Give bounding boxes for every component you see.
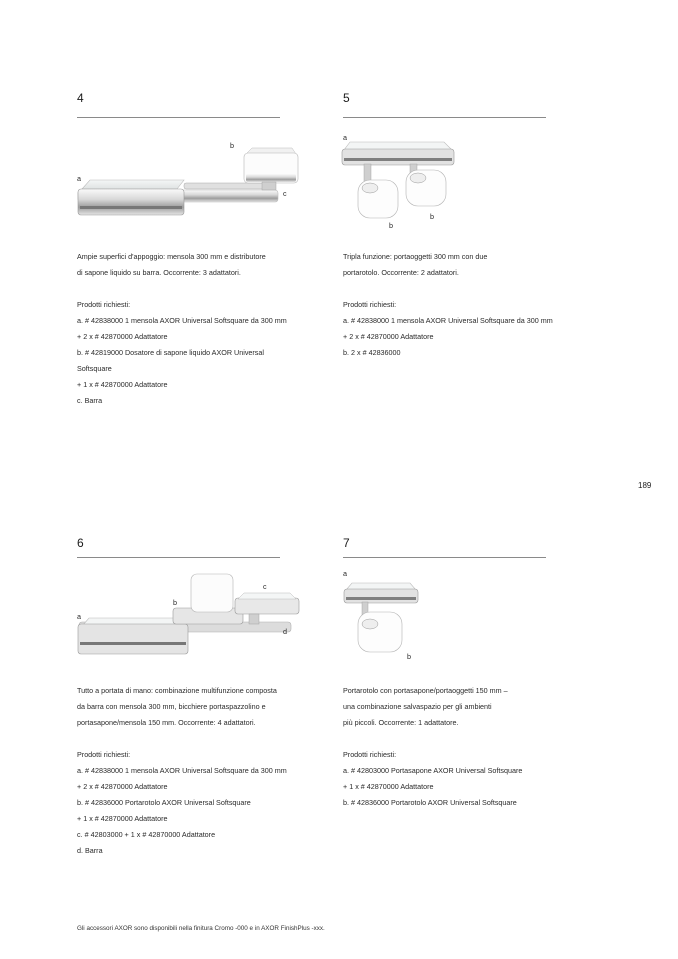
label-a: a — [343, 569, 347, 578]
product-line: + 2 x # 42870000 Adattatore — [77, 332, 168, 341]
description-line: più piccoli. Occorrente: 1 adattatore. — [343, 718, 459, 727]
product-line: c. # 42803000 + 1 x # 42870000 Adattatore — [77, 830, 216, 839]
label-b: b — [173, 598, 177, 607]
section-4-divider — [77, 117, 280, 118]
description-line: una combinazione salvaspazio per gli ambienti — [343, 702, 492, 711]
description-line: portasapone/mensola 150 mm. Occorrente: 4 adattatori. — [77, 718, 256, 727]
product-line: b. 2 x # 42836000 — [343, 348, 401, 357]
product-line: + 1 x # 42870000 Adattatore — [77, 814, 168, 823]
product-line: + 1 x # 42870000 Adattatore — [77, 380, 168, 389]
product-line: b. # 42836000 Portarotolo AXOR Universal Softsquare — [77, 798, 251, 807]
section-5-text — [343, 249, 553, 361]
shelf-glass-top — [82, 180, 184, 189]
label-d: d — [283, 627, 287, 636]
tumbler-cup — [191, 574, 233, 612]
section-5-divider — [343, 117, 546, 118]
soap-dish — [235, 598, 299, 614]
product-line: a. # 42838000 1 mensola AXOR Universal Softsquare da 300 mm — [343, 316, 553, 325]
section-6-illustration — [73, 568, 305, 663]
description-line: Tripla funzione: portaoggetti 300 mm con due — [343, 252, 488, 261]
section-7-text — [343, 683, 522, 811]
shelf-front — [78, 189, 184, 215]
description-line: di sapone liquido su barra. Occorrente: 3 adattatori. — [77, 268, 241, 277]
section-6-text — [77, 683, 287, 859]
shelf-front — [344, 589, 418, 603]
label-a: a — [77, 174, 81, 183]
products-heading: Prodotti richiesti: — [343, 300, 397, 309]
products-heading: Prodotti richiesti: — [77, 750, 131, 759]
product-line: + 2 x # 42870000 Adattatore — [343, 332, 434, 341]
product-line: a. # 42803000 Portasapone AXOR Universal Softsquare — [343, 766, 523, 775]
products-heading: Prodotti richiesti: — [77, 300, 131, 309]
toilet-roll — [358, 612, 402, 652]
footnote: Gli accessori AXOR sono disponibili nella finitura Cromo -000 e in AXOR FinishPlus -xxx. — [77, 925, 325, 932]
product-line: a. # 42838000 1 mensola AXOR Universal Softsquare da 300 mm — [77, 316, 287, 325]
section-4-text — [77, 249, 287, 409]
description-line: portarotolo. Occorrente: 2 adattatori. — [343, 268, 459, 277]
section-5-number: 5 — [343, 91, 350, 105]
description-line: da barra con mensola 300 mm, bicchiere portaspazzolino e — [77, 702, 266, 711]
label-c: c — [283, 189, 287, 198]
product-line: a. # 42838000 1 mensola AXOR Universal Softsquare da 300 mm — [77, 766, 287, 775]
label-b: b — [230, 141, 234, 150]
section-4-number: 4 — [77, 91, 84, 105]
description-line: Tutto a portata di mano: combinazione multifunzione composta — [77, 686, 277, 695]
description-line: Ampie superfici d'appoggio: mensola 300 mm e distributore — [77, 252, 266, 261]
label-a: a — [343, 133, 347, 142]
description-line: Portarotolo con portasapone/portaoggetti 150 mm – — [343, 686, 508, 695]
product-line: b. # 42819000 Dosatore di sapone liquido AXOR Universal — [77, 348, 264, 357]
product-line: c. Barra — [77, 396, 103, 405]
section-7-divider — [343, 557, 546, 558]
section-6-number: 6 — [77, 536, 84, 550]
label-a: a — [77, 612, 81, 621]
product-line: + 1 x # 42870000 Adattatore — [343, 782, 434, 791]
label-b: b — [389, 221, 393, 230]
label-b: b — [430, 212, 434, 221]
section-7-number: 7 — [343, 536, 350, 550]
section-4-illustration — [72, 136, 304, 236]
product-line: d. Barra — [77, 846, 103, 855]
products-heading: Prodotti richiesti: — [343, 750, 397, 759]
shelf-front — [78, 624, 188, 654]
section-7-illustration — [340, 580, 425, 660]
section-6-divider — [77, 557, 280, 558]
product-line: b. # 42836000 Portarotolo AXOR Universal Softsquare — [343, 798, 517, 807]
section-5-illustration — [340, 140, 465, 230]
product-line: Softsquare — [77, 364, 112, 373]
label-b: b — [407, 652, 411, 661]
page-number: 189 — [638, 481, 652, 490]
product-line: + 2 x # 42870000 Adattatore — [77, 782, 168, 791]
shelf-front — [342, 149, 454, 165]
label-c: c — [263, 582, 267, 591]
